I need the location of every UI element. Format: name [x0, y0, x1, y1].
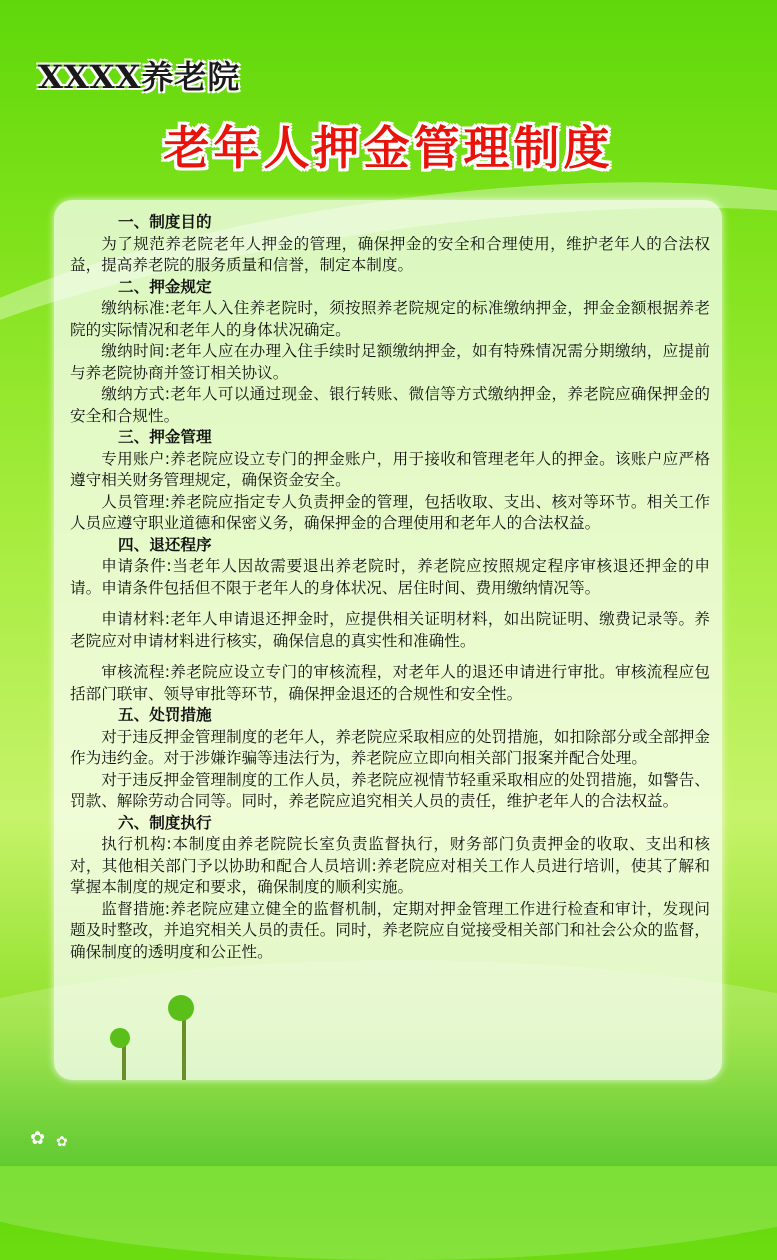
- section-paragraph: 审核流程:养老院应设立专门的审核流程，对老年人的退还申请进行审批。审核流程应包括部门联审、领导审批等环节，确保押金退还的合规性和安全性。: [70, 663, 710, 703]
- section-deposit-rules: [70, 277, 710, 428]
- section-paragraph: 对于违反押金管理制度的老年人，养老院应采取相应的处罚措施，如扣除部分或全部押金作为违约金。对于涉嫌诈骗等违法行为，养老院应立即向相关部门报案并配合处理。: [70, 727, 710, 767]
- flower-icon: ✿: [30, 1128, 46, 1149]
- section-heading: 三、押金管理: [118, 428, 212, 446]
- section-enforcement: [70, 813, 710, 964]
- leaf-decoration: [110, 1028, 130, 1048]
- section-paragraph: 申请条件:当老年人因故需要退出养老院时，养老院应按照规定程序审核退还押金的申请。申请条件包括但不限于老年人的身体状况、居住时间、费用缴纳情况等。: [70, 557, 710, 597]
- section-heading: 一、制度目的: [118, 213, 212, 231]
- section-paragraph: 缴纳方式:老年人可以通过现金、银行转账、微信等方式缴纳押金，养老院应确保押金的安全和合规性。: [70, 385, 710, 425]
- section-refund-procedure: [70, 535, 710, 706]
- section-paragraph: 执行机构:本制度由养老院院长室负责监督执行，财务部门负责押金的收取、支出和核对，其他相关部门予以协助和配合人员培训:养老院应对相关工作人员进行培训，使其了解和掌握本制度的规定和要求，确保制度的顺利实施。: [70, 835, 710, 896]
- section-heading: 二、押金规定: [118, 277, 212, 296]
- section-heading: 六、制度执行: [118, 813, 212, 832]
- section-paragraph: 申请材料:老年人申请退还押金时，应提供相关证明材料，如出院证明、缴费记录等。养老院应对申请材料进行核实，确保信息的真实性和准确性。: [70, 610, 710, 650]
- flower-icon: ✿: [56, 1134, 68, 1150]
- section-paragraph: 对于违反押金管理制度的工作人员，养老院应视情节轻重采取相应的处罚措施，如警告、罚款、解除劳动合同等。同时，养老院应追究相关人员的责任，维护老年人的合法权益。: [70, 770, 710, 810]
- section-heading: 五、处罚措施: [118, 706, 212, 724]
- section-penalties: [70, 705, 710, 813]
- section-paragraph: 专用账户:养老院应设立专门的押金账户，用于接收和管理老年人的押金。该账户应严格遵守相关财务管理规定，确保资金安全。: [70, 449, 710, 489]
- document-body: [70, 212, 710, 963]
- section-paragraph: 缴纳时间:老年人应在办理入住手续时足额缴纳押金，如有特殊情况需分期缴纳，应提前与养老院协商并签订相关协议。: [70, 342, 710, 382]
- organization-name: XXXX养老院: [38, 58, 241, 96]
- section-paragraph: 监督措施:养老院应建立健全的监督机制，定期对押金管理工作进行检查和审计，发现问题及时整改，并追究相关人员的责任。同时，养老院应自觉接受相关部门和社会公众的监督，确保制度的透明度和公正性。: [70, 899, 710, 961]
- section-paragraph: 为了规范养老院老年人押金的管理，确保押金的安全和合理使用，维护老年人的合法权益，提高养老院的服务质量和信誉，制定本制度。: [70, 234, 710, 274]
- page-title: 老年人押金管理制度: [163, 121, 614, 175]
- section-deposit-management: [70, 427, 710, 535]
- section-paragraph: 人员管理:养老院应指定专人负责押金的管理，包括收取、支出、核对等环节。相关工作人员应遵守职业道德和保密义务，确保押金的合理使用和老年人的合法权益。: [70, 492, 710, 532]
- section-purpose: [70, 212, 710, 277]
- section-paragraph: 缴纳标准:老年人入住养老院时，须按照养老院规定的标准缴纳押金，押金金额根据养老院的实际情况和老年人的身体状况确定。: [70, 299, 710, 339]
- leaf-decoration: [168, 995, 194, 1021]
- section-heading: 四、退还程序: [118, 535, 212, 554]
